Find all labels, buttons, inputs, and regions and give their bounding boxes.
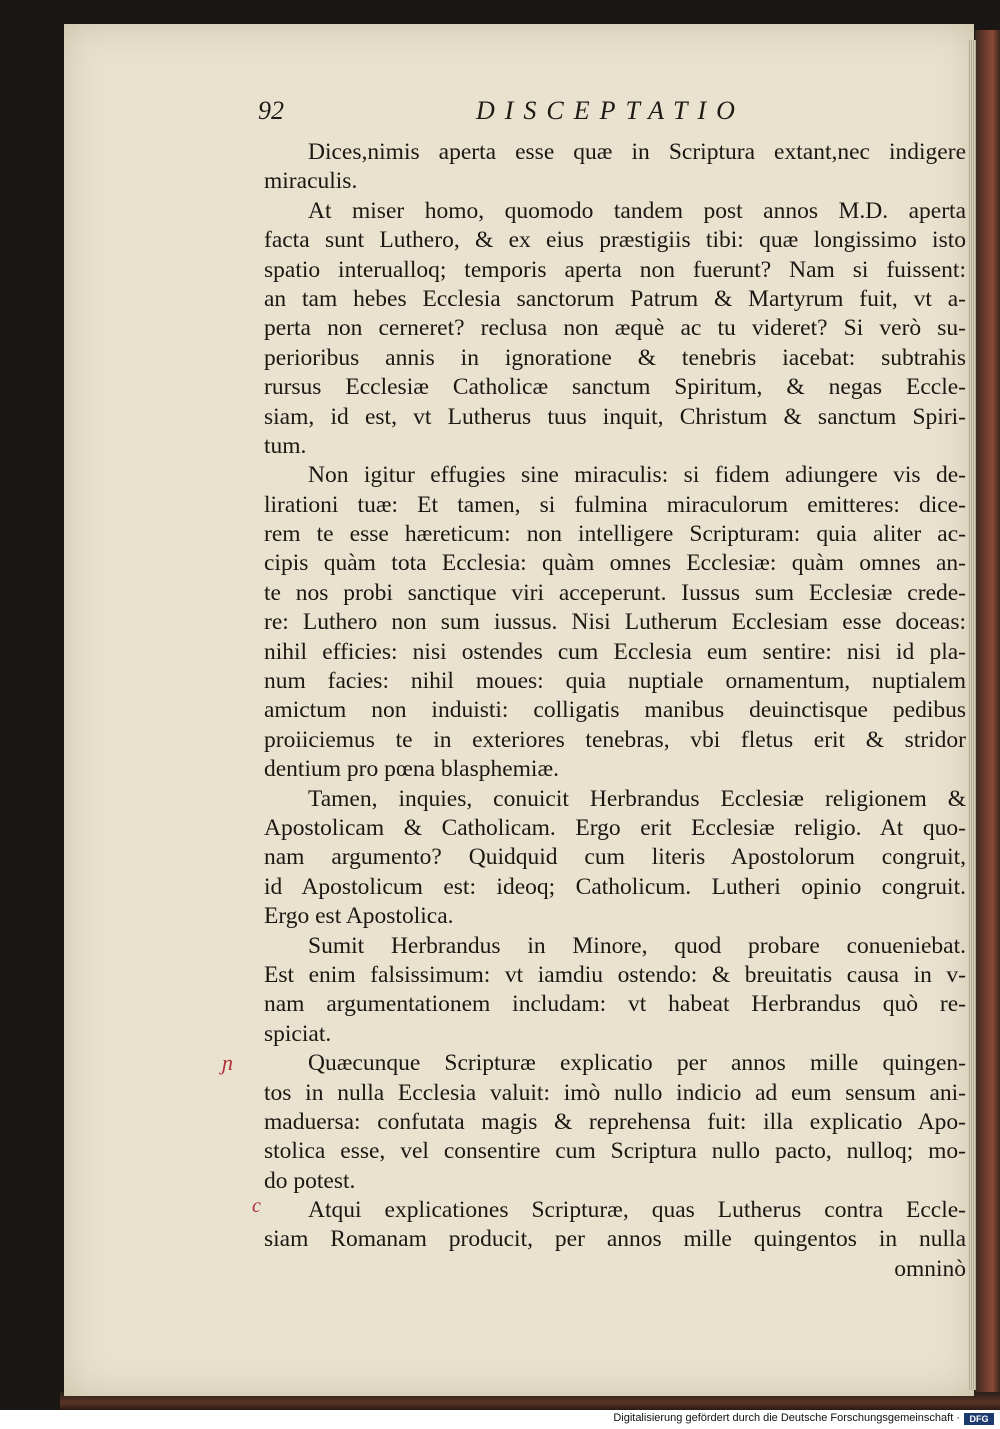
text-line: nihil efficies: nisi ostendes cum Ecclesia eum sentire: nisi id pla- (264, 638, 966, 665)
text-line: nam argumento? Quidquid cum literis Apostolorum congruit, (264, 844, 966, 871)
text-line: rem te esse hæreticum: non intelligere Scripturam: quia aliter ac- (264, 521, 966, 548)
margin-annotation: c (252, 1195, 261, 1217)
text-line: Est enim falsissimum: vt iamdiu ostendo: & breuitatis causa in v- (264, 961, 966, 988)
text-line: siam Romanam producit, per annos mille quingentos in nulla (264, 1226, 966, 1253)
running-title: DISCEPTATIO (476, 96, 745, 125)
text-line: maduersa: confutata magis & reprehensa fuit: illa explicatio Apo- (264, 1108, 966, 1135)
text-line: Sumit Herbrandus in Minore, quod probare conueniebat. (308, 932, 966, 959)
margin-annotation: ɲ (222, 1050, 233, 1075)
text-line: At miser homo, quomodo tandem post annos M.D. aperta (308, 197, 966, 224)
text-line: Apostolicam & Catholicam. Ergo erit Ecclesiæ religio. At quo- (264, 814, 966, 841)
text-line: Tamen, inquies, conuicit Herbrandus Ecclesiæ religionem & (308, 785, 966, 812)
text-line: dentium pro pœna blasphemiæ. (264, 756, 560, 783)
text-block (264, 138, 966, 1284)
page-number: 92 (258, 96, 284, 125)
text-line: num facies: nihil moues: quia nuptiale ornamentum, nuptialem (264, 668, 966, 695)
binding-board-edge (975, 30, 1000, 1410)
text-line: spiciat. (264, 1020, 332, 1047)
text-line: lirationi tuæ: Et tamen, si fulmina miraculorum emitteres: dice- (264, 491, 966, 518)
text-line: Atqui explicationes Scripturæ, quas Lutherus contra Eccle- (308, 1197, 966, 1224)
text-line: Non igitur effugies sine miraculis: si fidem adiungere vis de- (308, 462, 966, 489)
text-line: facta sunt Luthero, & ex eius præstigiis tibi: quæ longissimo isto (264, 227, 966, 254)
text-line: stolica esse, vel consentire cum Scriptura nullo pacto, nulloq; mo- (264, 1138, 966, 1165)
text-line: Dices,nimis aperta esse quæ in Scriptura extant,nec indigere (308, 139, 966, 165)
text-line: siam, id est, vt Lutherus tuus inquit, Christum & sanctum Spiri- (264, 403, 966, 430)
text-line: rursus Ecclesiæ Catholicæ sanctum Spiritum, & negas Eccle- (264, 374, 966, 401)
text-line: an tam hebes Ecclesia sanctorum Patrum & Martyrum fuit, vt a- (264, 285, 966, 312)
dfg-logo-icon: DFG (964, 1413, 994, 1425)
text-line: re: Luthero non sum iussus. Nisi Lutherum Ecclesiam esse doceas: (264, 609, 966, 636)
footer-credit: Digitalisierung gefördert durch die Deutsche Forschungsgemeinschaft · (613, 1412, 960, 1424)
text-line: nam argumentationem includam: vt habeat Herbrandus quò re- (264, 991, 966, 1018)
text-line: spatio interualloq; temporis aperta non fuerunt? Nam si fuissent: (264, 256, 966, 283)
text-line: tos in nulla Ecclesia valuit: imò nullo indicio ad eum sensum ani- (264, 1079, 966, 1106)
text-line: miraculis. (264, 168, 358, 195)
text-line: proiiciemus te in exteriores tenebras, vbi fletus erit & stridor (264, 726, 966, 753)
digitization-footer (0, 1410, 1000, 1429)
text-line: do potest. (264, 1167, 356, 1194)
running-head (0, 96, 1000, 130)
text-line: perta non cerneret? reclusa non æquè ac tu videret? Si verò su- (264, 315, 966, 342)
text-line: Quæcunque Scripturæ explicatio per annos mille quingen- (308, 1050, 966, 1077)
catchword: omninò (894, 1255, 966, 1282)
text-line: id Apostolicum est: ideoq; Catholicum. Lutheri opinio congruit. (264, 873, 966, 900)
text-line: te nos probi sanctique viri acceperunt. Iussus sum Ecclesiæ crede- (264, 579, 966, 606)
text-line: cipis quàm tota Ecclesia: quàm omnes Ecclesiæ: quàm omnes an- (264, 550, 966, 577)
text-line: amictum non induisti: colligatis manibus deuinctisque pedibus (264, 697, 966, 724)
text-line: tum. (264, 432, 307, 459)
text-line: Ergo est Apostolica. (264, 903, 454, 930)
text-line: perioribus annis in ignoratione & tenebris iacebat: subtrahis (264, 344, 966, 371)
page-edges (968, 40, 976, 1390)
